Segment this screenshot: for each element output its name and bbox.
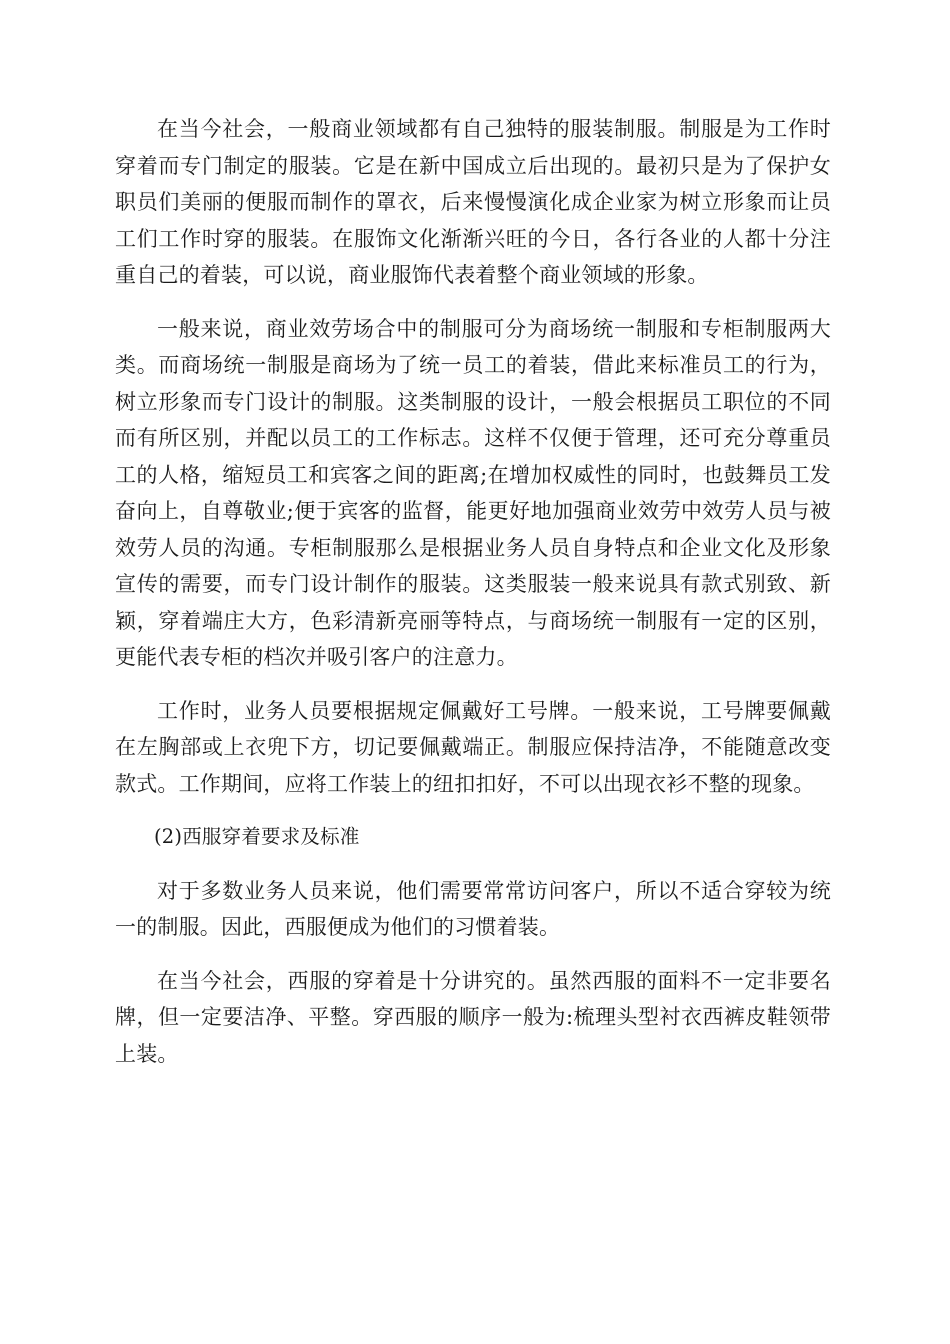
paragraph-suit-order: 在当今社会，西服的穿着是十分讲究的。虽然西服的面料不一定非要名牌，但一定要洁净、平整。穿西服的顺序一般为:梳理头型衬衣西裤皮鞋领带上装。 — [115, 968, 831, 1066]
section-heading-suit: (2)西服穿着要求及标准 — [154, 825, 360, 848]
paragraph-work-badge: 工作时，业务人员要根据规定佩戴好工号牌。一般来说，工号牌要佩戴在左胸部或上衣兜下方，切记要佩戴端正。制服应保持洁净，不能随意改变款式。工作期间，应将工作装上的纽扣扣好，不可以出现衣衫不整的现象。 — [115, 698, 831, 796]
paragraph-uniform-intro: 在当今社会，一般商业领域都有自己独特的服装制服。制服是为工作时穿着而专门制定的服装。它是在新中国成立后出现的。最初只是为了保护女职员们美丽的便服而制作的罩衣，后来慢慢演化成企业家为树立形象而让员工们工作时穿的服装。在服饰文化渐渐兴旺的今日，各行各业的人都十分注重自己的着装，可以说，商业服饰代表着整个商业领域的形象。 — [115, 117, 831, 287]
paragraph-suit-usage: 对于多数业务人员来说，他们需要常常访问客户，所以不适合穿较为统一的制服。因此，西服便成为他们的习惯着装。 — [115, 878, 831, 939]
document-body — [115, 111, 831, 1089]
paragraph-uniform-types: 一般来说，商业效劳场合中的制服可分为商场统一制服和专柜制服两大类。而商场统一制服是商场为了统一员工的着装，借此来标准员工的行为，树立形象而专门设计的制服。这类制服的设计，一般会根据员工职位的不同而有所区别，并配以员工的工作标志。这样不仅便于管理，还可充分尊重员工的人格，缩短员工和宾客之间的距离;在增加权威性的同时，也鼓舞员工发奋向上，自尊敬业;便于宾客的监督，能更好地加强商业效劳中效劳人员与被效劳人员的沟通。专柜制服那么是根据业务人员自身特点和企业文化及形象宣传的需要，而专门设计制作的服装。这类服装一般来说具有款式别致、新颖，穿着端庄大方，色彩清新亮丽等特点，与商场统一制服有一定的区别，更能代表专柜的档次并吸引客户的注意力。 — [115, 316, 831, 669]
